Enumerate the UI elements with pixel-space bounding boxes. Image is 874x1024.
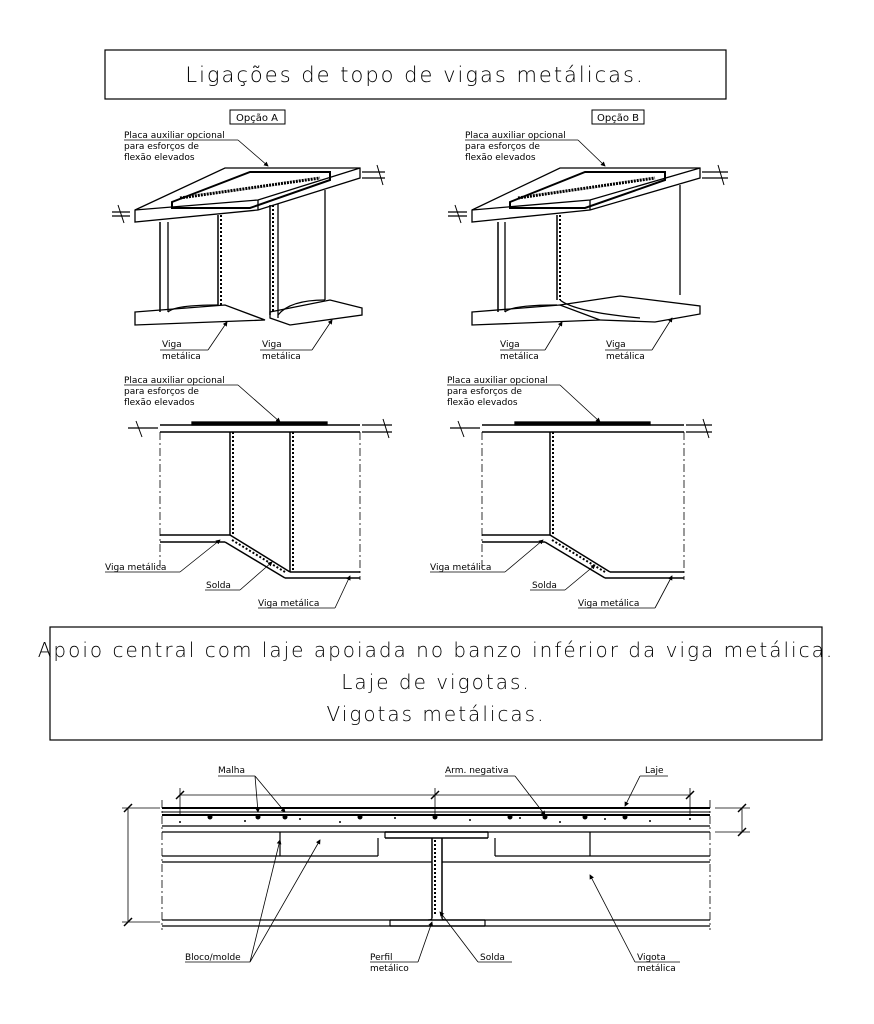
title-box-top [105,50,726,99]
solda-section-label: Solda [480,953,505,963]
labels-isometric-a [124,131,301,362]
slab-section [122,788,750,930]
viga-metalica-b2: Viga metálica [578,599,640,609]
placa-label-a3: flexão elevados [124,153,195,163]
malha-label: Malha [218,766,245,776]
perfil-label-2: metálico [370,964,409,974]
placa-label-b3: flexão elevados [465,153,536,163]
isometric-view-a [112,165,385,325]
placa-label-d1: Placa auxiliar opcional [447,376,548,386]
vigota-label-2: metálica [637,964,676,974]
vigota-label-1: Vigota [637,953,666,963]
labels-section [185,766,676,974]
placa-label-c3: flexão elevados [124,398,195,408]
placa-label-c2: para esforços de [124,387,199,397]
title-mid-line3: Vigotas metálicas. [326,702,546,726]
viga-metalica-b1: Viga metálica [430,563,492,573]
plan-view-a [128,419,392,580]
solda-b: Solda [532,581,557,591]
option-b-text: Opção B [596,113,640,124]
option-a-label [230,110,285,124]
arm-negativa-label: Arm. negativa [445,766,509,776]
title-top: Ligações de topo de vigas metálicas. [185,63,645,87]
viga-label-a2: metálica [162,352,201,362]
labels-plan-b [430,376,639,609]
viga-label-b1: Viga [500,340,520,350]
placa-label-b2: para esforços de [465,142,540,152]
plan-view-b [450,419,712,580]
title-mid-line1: Apoio central com laje apoiada no banzo inférior da viga metálica. [37,638,835,662]
viga-label-b4: metálica [606,352,645,362]
viga-label-a1: Viga [162,340,182,350]
bloco-molde-label: Bloco/molde [185,953,241,963]
title-mid-line2: Laje de vigotas. [341,670,531,694]
placa-label-a2: para esforços de [124,142,199,152]
viga-label-b3: Viga [606,340,626,350]
solda-a: Solda [206,581,231,591]
perfil-label-1: Perfil [370,953,393,963]
placa-label-b1: Placa auxiliar opcional [465,131,566,141]
leaders-plan-b [430,385,672,608]
isometric-view-b [448,165,728,325]
option-a-text: Opção A [236,113,278,124]
labels-plan-a [105,376,319,609]
laje-label: Laje [645,766,664,776]
viga-label-b2: metálica [500,352,539,362]
labels-isometric-b [465,131,645,362]
viga-label-a3: Viga [262,340,282,350]
leaders-plan-a [105,385,350,608]
option-b-label [592,110,644,124]
placa-label-c1: Placa auxiliar opcional [124,376,225,386]
placa-label-a1: Placa auxiliar opcional [124,131,225,141]
viga-label-a4: metálica [262,352,301,362]
placa-label-d2: para esforços de [447,387,522,397]
viga-metalica-a1: Viga metálica [105,563,167,573]
viga-metalica-a2: Viga metálica [258,599,320,609]
title-box-mid [38,627,834,740]
placa-label-d3: flexão elevados [447,398,518,408]
